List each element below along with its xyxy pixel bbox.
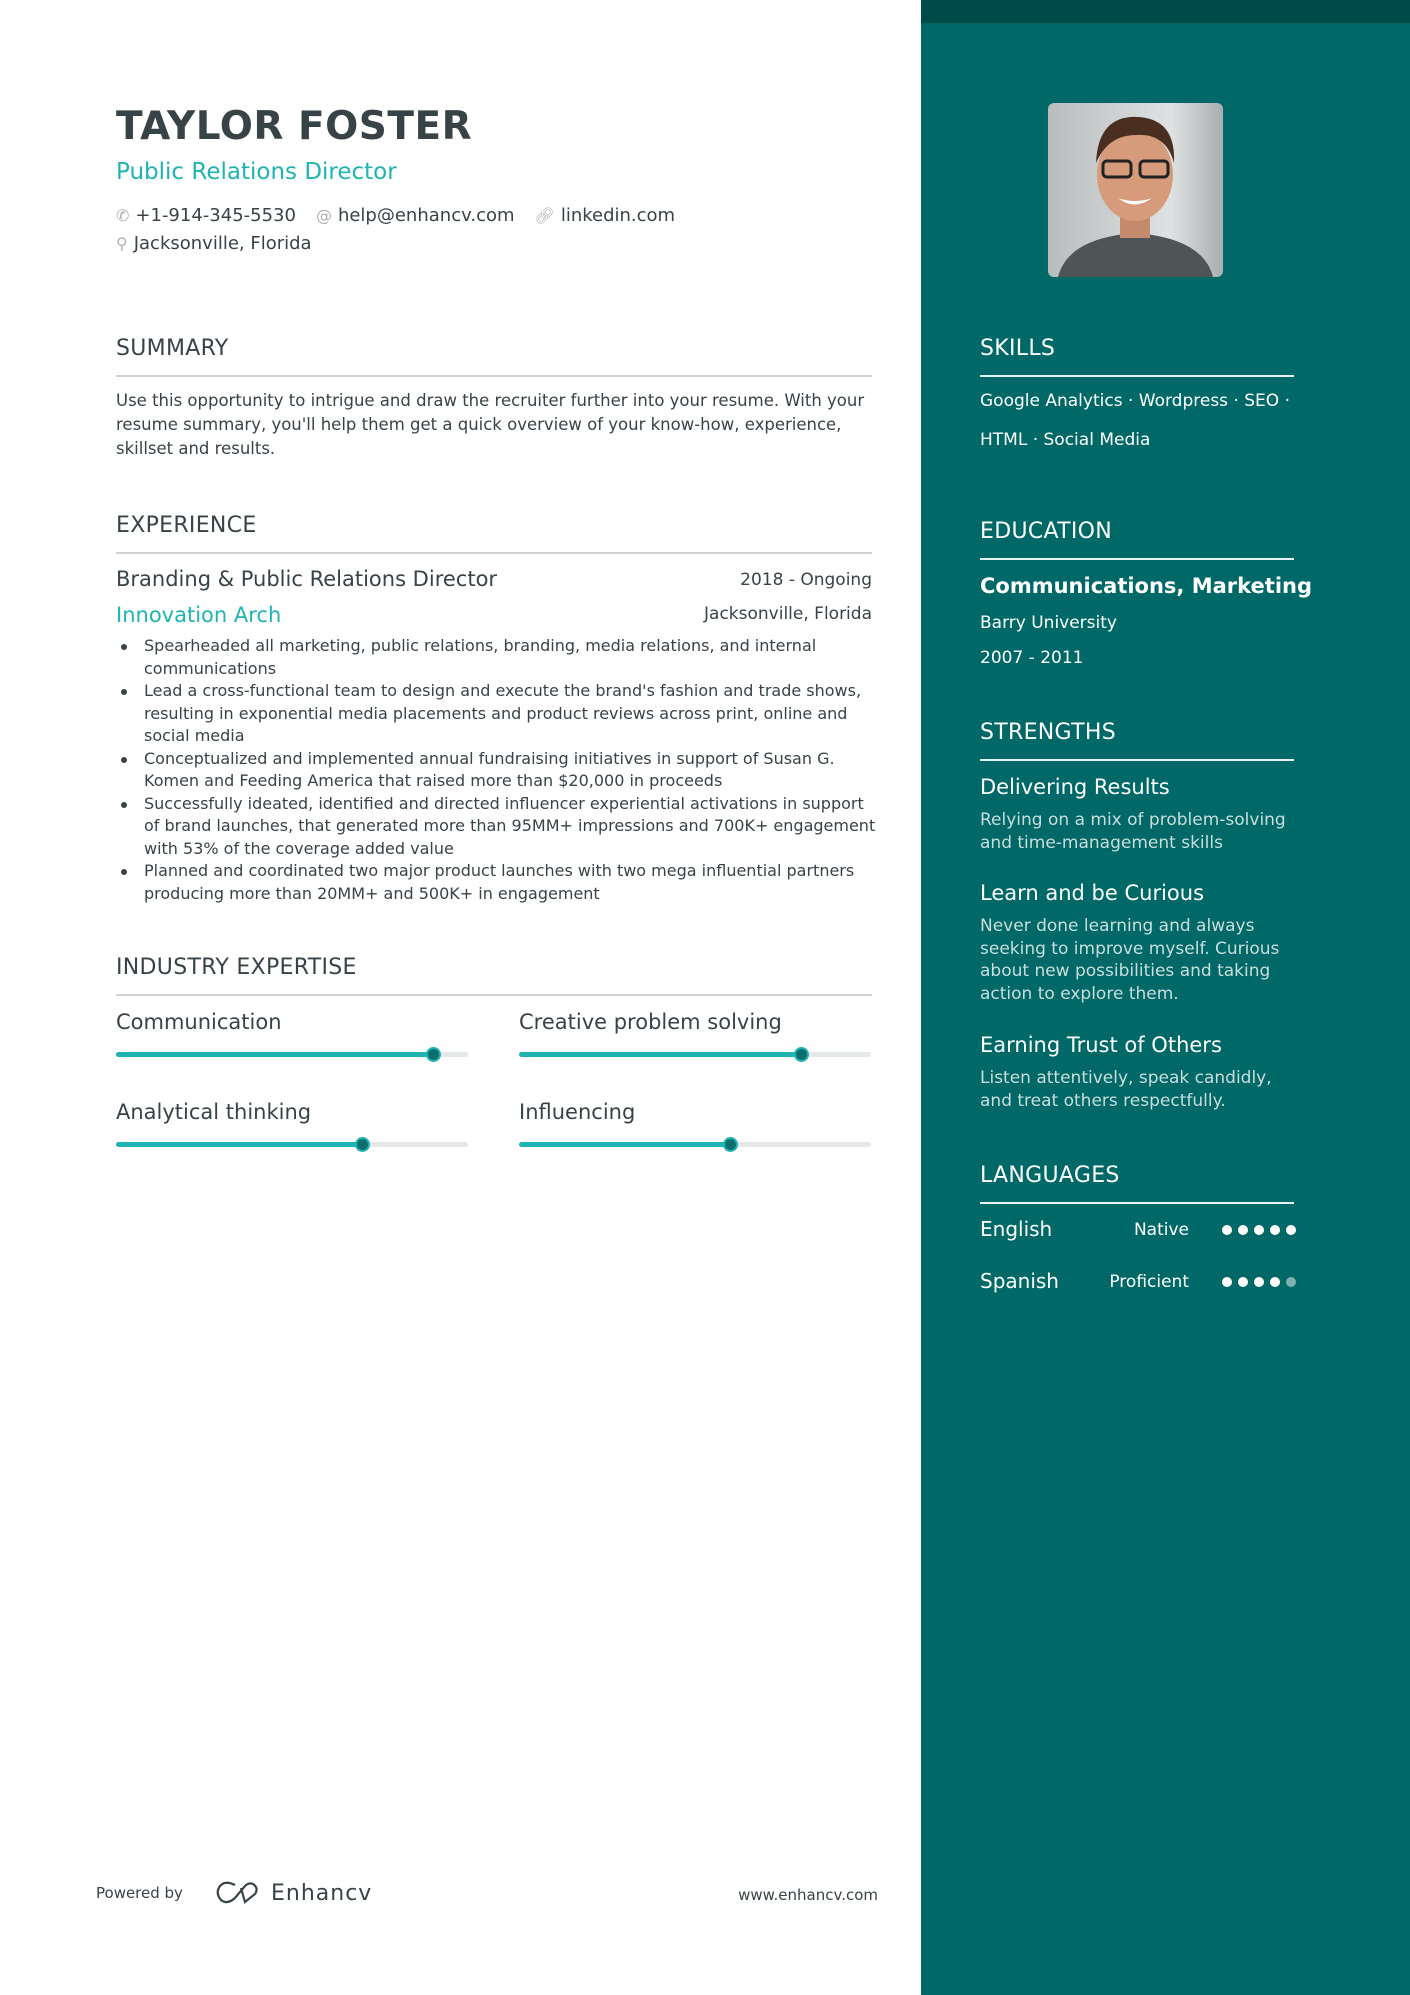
level-dot	[1238, 1277, 1248, 1287]
job-bullets	[116, 635, 876, 905]
skills-line: Google Analytics · Wordpress · SEO ·	[980, 391, 1290, 411]
strength-desc: Listen attentively, speak candidly, and treat others respectfully.	[980, 1068, 1272, 1111]
email[interactable]: help@enhancv.com	[337, 205, 515, 226]
level-dot	[1222, 1277, 1232, 1287]
divider	[980, 1202, 1294, 1204]
bullet: Successfully ideated, identified and directed influencer experiential activations in support of brand launches, that generated more than 95MM+ impressions and 700K+ engagement with 53% of the coverage added value	[116, 793, 876, 861]
level-dot	[1254, 1277, 1264, 1287]
at-icon: @	[315, 206, 332, 225]
expertise-heading: INDUSTRY EXPERTISE	[116, 955, 357, 980]
job-dates: 2018 - Ongoing	[740, 570, 872, 590]
bullet: Lead a cross-functional team to design and execute the brand's fashion and trade shows, resulting in exponential media placements and product reviews across print, online and social media	[116, 680, 876, 748]
school: Barry University	[980, 613, 1117, 633]
summary-text: Use this opportunity to intrigue and draw the recruiter further into your resume. With your resume summary, you'll help them get a quick overview of your know-how, experience, skillset and results.	[116, 391, 865, 458]
level-dot	[1270, 1277, 1280, 1287]
language-dots	[1222, 1225, 1296, 1235]
expertise-label: Influencing	[519, 1100, 636, 1124]
bullet: Spearheaded all marketing, public relations, branding, media relations, and internal communications	[116, 635, 876, 680]
strengths-heading: STRENGTHS	[980, 720, 1116, 745]
enhancv-logo-icon	[215, 1880, 263, 1906]
brand-name: Enhancv	[271, 1880, 373, 1906]
strength-desc: Never done learning and always seeking to improve myself. Curious about new possibilities and taking action to explore them.	[980, 916, 1280, 1004]
divider	[980, 759, 1294, 761]
skills-line: HTML · Social Media	[980, 430, 1151, 450]
expertise-bar	[116, 1052, 468, 1057]
profile-photo	[1048, 103, 1223, 277]
degree: Communications, Marketing	[980, 574, 1313, 598]
education-dates: 2007 - 2011	[980, 648, 1084, 668]
bullet: Conceptualized and implemented annual fundraising initiatives in support of Susan G. Komen and Feeding America that raised more than $20,000 in proceeds	[116, 748, 876, 793]
enhancv-logo[interactable]	[215, 1880, 372, 1906]
language-dots	[1222, 1277, 1296, 1287]
location: Jacksonville, Florida	[133, 233, 312, 254]
candidate-name: TAYLOR FOSTER	[116, 104, 473, 149]
divider	[116, 994, 872, 996]
company-name: Innovation Arch	[116, 603, 282, 627]
expertise-label: Communication	[116, 1010, 282, 1034]
strength-title: Learn and be Curious	[980, 881, 1205, 905]
strength-title: Earning Trust of Others	[980, 1033, 1222, 1057]
expertise-bar	[519, 1142, 871, 1147]
powered-by: Powered by	[96, 1884, 183, 1902]
language-level: Proficient	[1109, 1272, 1189, 1292]
candidate-title: Public Relations Director	[116, 159, 397, 185]
languages-heading: LANGUAGES	[980, 1163, 1120, 1188]
level-dot	[1270, 1225, 1280, 1235]
level-dot	[1286, 1225, 1296, 1235]
language-name: English	[980, 1217, 1053, 1241]
expertise-bar	[116, 1142, 468, 1147]
link-icon: 🔗︎	[534, 206, 555, 225]
experience-heading: EXPERIENCE	[116, 513, 257, 538]
education-heading: EDUCATION	[980, 519, 1113, 544]
language-name: Spanish	[980, 1269, 1059, 1293]
expertise-bar	[519, 1052, 871, 1057]
divider	[116, 375, 872, 377]
strength-desc: Relying on a mix of problem-solving and time-management skills	[980, 810, 1286, 853]
strength-title: Delivering Results	[980, 775, 1170, 799]
divider	[980, 558, 1294, 560]
job-title: Branding & Public Relations Director	[116, 567, 498, 591]
job-location: Jacksonville, Florida	[704, 604, 872, 624]
phone: +1-914-345-5530	[135, 205, 296, 226]
divider	[116, 552, 872, 554]
linkedin[interactable]: linkedin.com	[560, 205, 676, 226]
level-dot	[1222, 1225, 1232, 1235]
sidebar-top-band	[921, 0, 1410, 23]
skills-heading: SKILLS	[980, 336, 1056, 361]
summary-heading: SUMMARY	[116, 336, 229, 361]
level-dot	[1254, 1225, 1264, 1235]
phone-icon: ✆	[116, 206, 130, 225]
language-level: Native	[1133, 1220, 1189, 1240]
divider	[980, 375, 1294, 377]
level-dot	[1238, 1225, 1248, 1235]
website-link[interactable]: www.enhancv.com	[738, 1886, 878, 1904]
expertise-label: Creative problem solving	[519, 1010, 782, 1034]
location-pin-icon: ⚲	[116, 234, 128, 253]
contact-row	[116, 205, 675, 226]
bullet: Planned and coordinated two major product launches with two mega influential partners producing more than 20MM+ and 500K+ in engagement	[116, 860, 876, 905]
location-row	[116, 233, 312, 254]
expertise-label: Analytical thinking	[116, 1100, 312, 1124]
person-illustration	[1048, 103, 1223, 277]
level-dot	[1286, 1277, 1296, 1287]
